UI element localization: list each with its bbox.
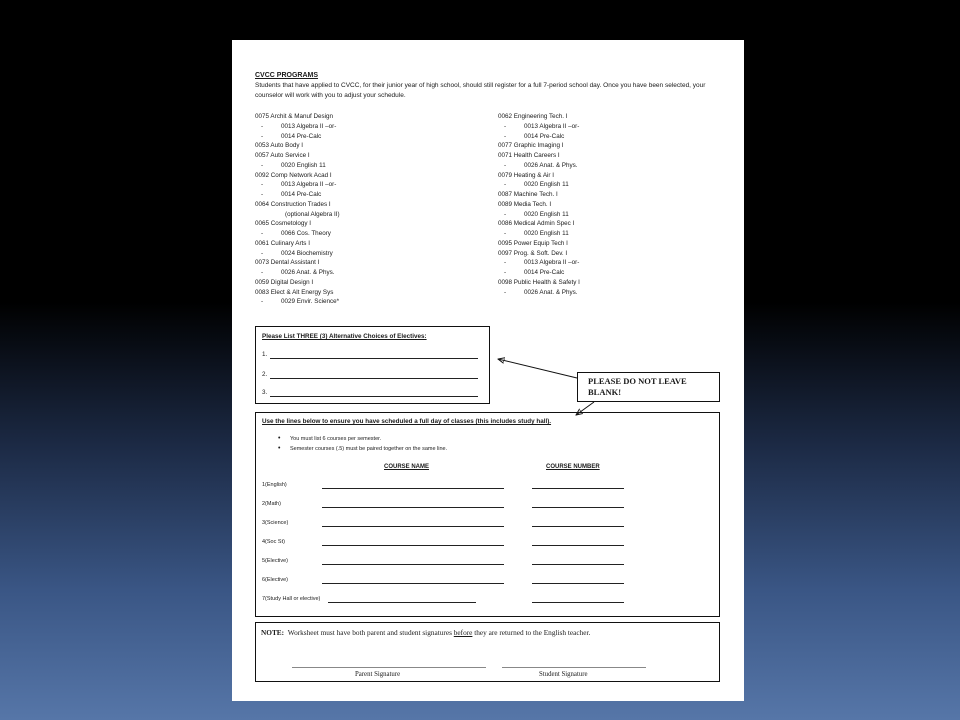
right-item-text: 0098 Public Health & Safety I xyxy=(498,278,580,286)
left-item-text: 0020 English 11 xyxy=(281,161,326,169)
dash-bullet-icon: - xyxy=(261,249,264,257)
left-item-text: 0064 Construction Trades I xyxy=(255,200,331,208)
schedule-slot-label: 6(Elective) xyxy=(262,577,288,583)
course-number-line[interactable] xyxy=(532,526,624,527)
schedule-slot-label: 1(English) xyxy=(262,482,287,488)
schedule-slot-label: 5(Elective) xyxy=(262,558,288,564)
dash-bullet-icon: - xyxy=(261,298,264,306)
dash-bullet-icon: - xyxy=(261,132,264,140)
dash-bullet-icon: - xyxy=(504,210,507,218)
left-item-text: 0075 Archit & Manuf Design xyxy=(255,113,334,120)
course-name-line[interactable] xyxy=(322,507,504,508)
note-text-before: Worksheet must have both parent and student signatures xyxy=(287,628,454,637)
signature-box xyxy=(255,622,720,682)
dash-bullet-icon: - xyxy=(504,288,507,296)
dash-bullet-icon: - xyxy=(504,230,507,237)
dash-bullet-icon: - xyxy=(504,259,507,267)
left-item-text: 0059 Digital Design I xyxy=(255,278,314,286)
left-item-text: 0029 Envir. Science* xyxy=(281,298,340,306)
course-name-line[interactable] xyxy=(322,545,504,546)
right-item-text: 0014 Pre-Calc xyxy=(524,269,565,276)
right-item-text: 0026 Anat. & Phys. xyxy=(524,161,578,169)
note-text-after: they are returned to the English teacher. xyxy=(472,628,591,637)
course-name-line[interactable] xyxy=(328,602,476,603)
schedule-bullet-1-text: You must list 6 courses per semester. xyxy=(290,436,382,442)
course-name-header: COURSE NAME xyxy=(384,464,430,470)
dash-bullet-icon: - xyxy=(261,181,264,189)
right-item-text: 0020 English 11 xyxy=(524,230,569,237)
alt-number-1: 1. xyxy=(262,351,268,358)
student-signature-label: Student Signature xyxy=(539,671,588,678)
right-item-text: 0089 Media Tech. I xyxy=(498,200,552,208)
right-item-text: 0020 English 11 xyxy=(524,210,569,218)
schedule-title: Use the lines below to ensure you have scheduled a full day of classes (this includes study hall). xyxy=(262,418,552,425)
arrow-to-alternatives xyxy=(498,359,577,378)
parent-signature-label: Parent Signature xyxy=(355,671,401,678)
left-item-text: 0014 Pre-Calc xyxy=(281,132,322,140)
left-item-text: 0013 Algebra II –or- xyxy=(281,181,337,189)
dash-bullet-icon: - xyxy=(261,161,264,169)
left-item-text: 0073 Dental Assistant I xyxy=(255,259,320,267)
left-item-text: 0013 Algebra II –or- xyxy=(281,122,337,130)
course-name-line[interactable] xyxy=(322,564,504,565)
course-number-line[interactable] xyxy=(532,488,624,489)
schedule-slot-label: 3(Science) xyxy=(262,520,289,526)
right-item-text: 0026 Anat. & Phys. xyxy=(524,288,578,296)
right-item-text: 0071 Health Careers I xyxy=(498,152,560,159)
course-number-line[interactable] xyxy=(532,583,624,584)
schedule-slot-label: 2(Math) xyxy=(262,501,281,507)
left-item-text: 0061 Culinary Arts I xyxy=(255,239,310,247)
schedule-bullet-2 xyxy=(278,445,447,452)
right-item-text: 0020 English 11 xyxy=(524,181,569,189)
left-item-text: 0065 Cosmetology I xyxy=(255,220,312,228)
note-emphasis: before xyxy=(453,628,473,637)
right-item-text: 0077 Graphic Imaging I xyxy=(498,142,564,150)
signature-note xyxy=(261,628,590,637)
dash-bullet-icon: - xyxy=(504,161,507,169)
left-item-text: 0083 Elect & Alt Energy Sys xyxy=(255,288,334,296)
left-item-text: 0024 Biochemistry xyxy=(281,249,333,257)
form-heading: CVCC PROGRAMS xyxy=(255,72,319,79)
left-item-text: 0057 Auto Service I xyxy=(255,152,310,159)
course-number-line[interactable] xyxy=(532,545,624,546)
parent-signature-line[interactable] xyxy=(292,667,486,668)
do-not-leave-blank-callout: PLEASE DO NOT LEAVE BLANK! xyxy=(577,372,720,402)
dash-bullet-icon: - xyxy=(261,122,264,130)
course-name-line[interactable] xyxy=(322,583,504,584)
left-item-text: 0066 Cos. Theory xyxy=(281,230,331,237)
schedule-slot-label: 7(Study Hall or elective) xyxy=(262,596,321,602)
right-item-text: 0079 Heating & Air I xyxy=(498,171,555,179)
left-item-text: (optional Algebra II) xyxy=(285,210,340,218)
course-name-line[interactable] xyxy=(322,526,504,527)
bullet-dot-icon: • xyxy=(278,445,281,452)
bullet-dot-icon: • xyxy=(278,435,281,442)
right-item-text: 0087 Machine Tech. I xyxy=(498,191,558,198)
left-item-text: 0026 Anat. & Phys. xyxy=(281,269,335,276)
schedule-bullet-2-text: Semester courses (.5) must be paired together on the same line. xyxy=(290,446,448,452)
left-item-text: 0092 Comp Network Acad I xyxy=(255,171,332,179)
schedule-bullet-1 xyxy=(278,435,381,442)
course-number-header: COURSE NUMBER xyxy=(546,464,600,470)
alt-number-2: 2. xyxy=(262,371,268,378)
note-prefix: NOTE: xyxy=(261,628,285,637)
course-number-line[interactable] xyxy=(532,602,624,603)
right-item-text: 0014 Pre-Calc xyxy=(524,132,565,140)
left-item-text: 0053 Auto Body I xyxy=(255,142,303,150)
form-intro: Students that have applied to CVCC, for their junior year of high school, should still register for a full 7-period school day. Once you have been selected, your counselor will work with you to adjust your schedule. xyxy=(255,82,706,99)
dash-bullet-icon: - xyxy=(261,269,264,276)
right-item-text: 0013 Algebra II –or- xyxy=(524,259,580,267)
right-item-text: 0062 Engineering Tech. I xyxy=(498,113,568,120)
schedule-slot-label: 4(Soc St) xyxy=(262,539,285,545)
dash-bullet-icon: - xyxy=(261,191,264,198)
dash-bullet-icon: - xyxy=(261,230,264,237)
course-number-line[interactable] xyxy=(532,564,624,565)
right-item-text: 0086 Medical Admin Spec I xyxy=(498,220,575,228)
dash-bullet-icon: - xyxy=(504,269,507,276)
scanned-form-page xyxy=(232,40,744,701)
student-signature-line[interactable] xyxy=(502,667,646,668)
schedule-box xyxy=(255,412,720,617)
dash-bullet-icon: - xyxy=(504,181,507,189)
dash-bullet-icon: - xyxy=(504,132,507,140)
right-item-text: 0095 Power Equip Tech I xyxy=(498,239,568,247)
course-number-line[interactable] xyxy=(532,507,624,508)
left-item-text: 0014 Pre-Calc xyxy=(281,191,322,198)
alt-number-3: 3. xyxy=(262,389,268,396)
course-name-line[interactable] xyxy=(322,488,504,489)
right-item-text: 0013 Algebra II –or- xyxy=(524,122,580,130)
dash-bullet-icon: - xyxy=(504,122,507,130)
right-item-text: 0097 Prog. & Soft. Dev. I xyxy=(498,249,568,257)
alternatives-title: Please List THREE (3) Alternative Choices of Electives: xyxy=(262,333,427,340)
